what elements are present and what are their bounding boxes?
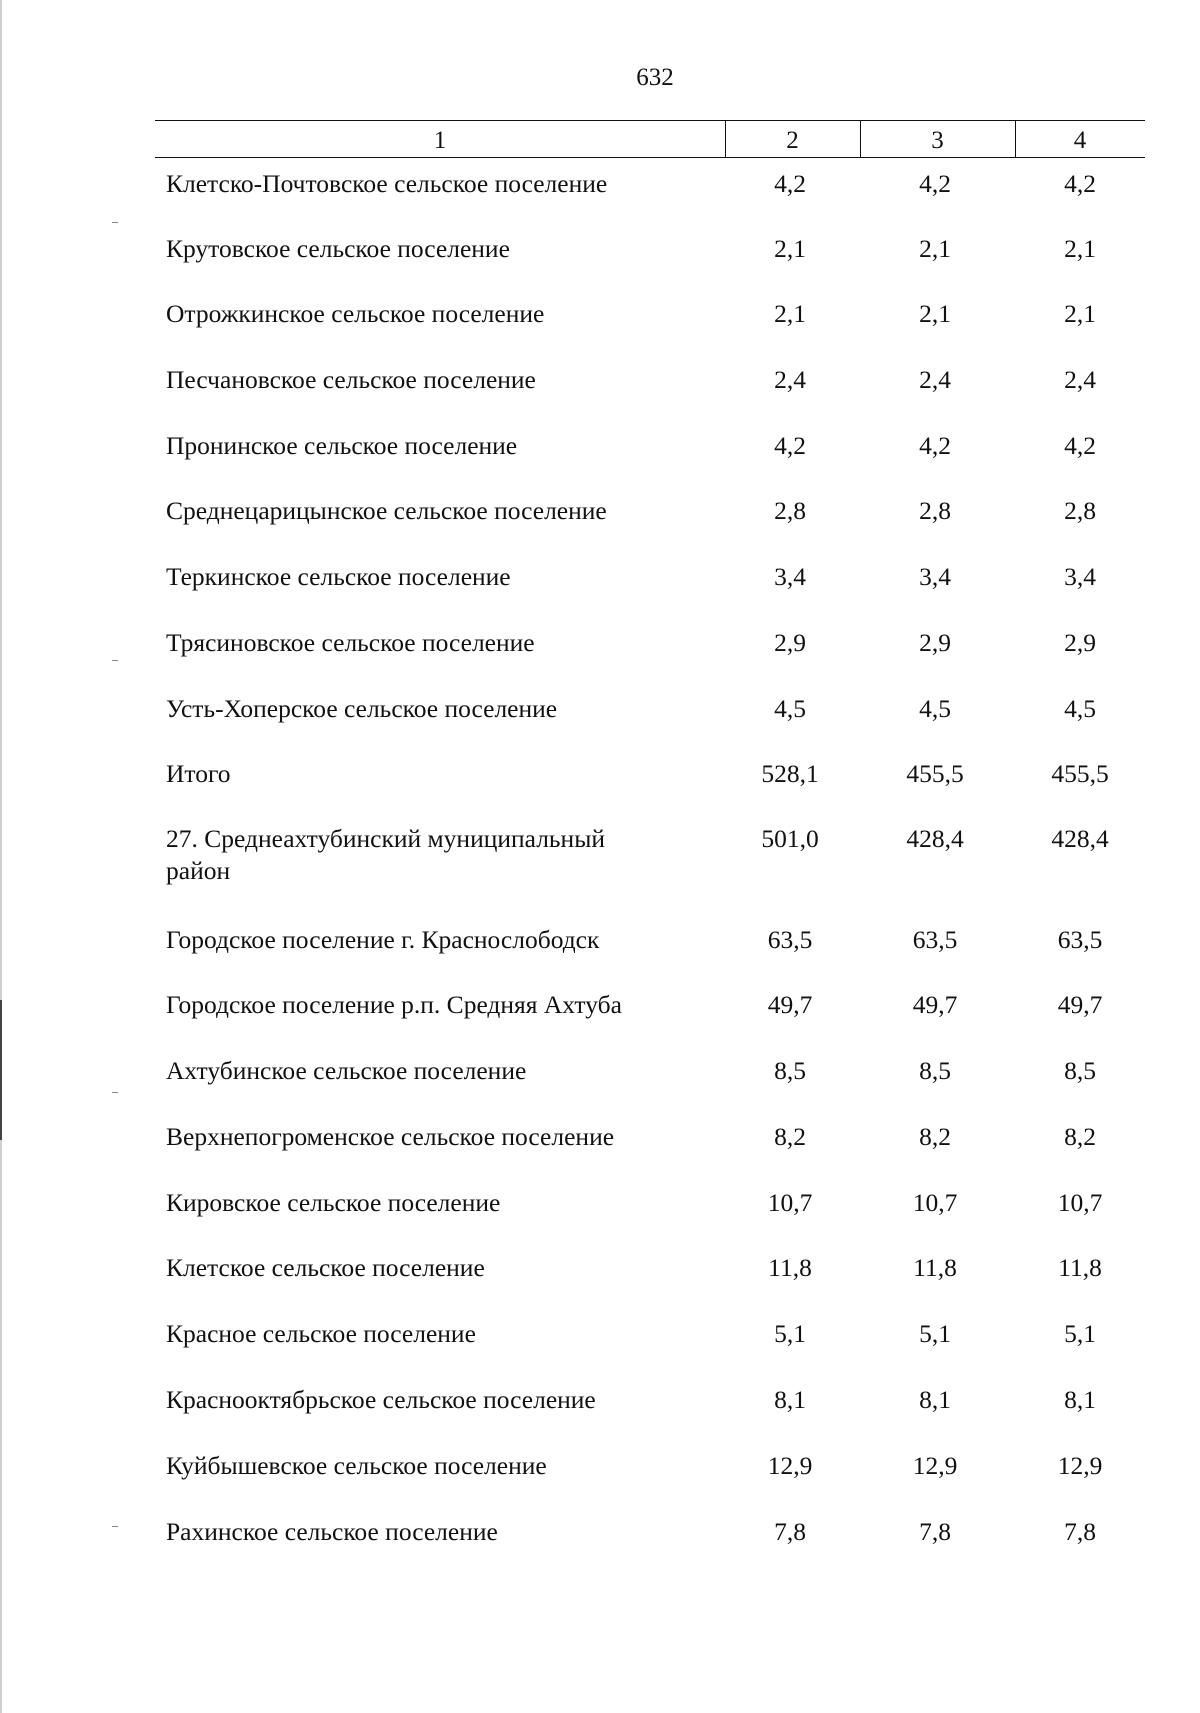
row-label: Клетское сельское поселение <box>166 1253 485 1282</box>
row-value-col-3: 5,1 <box>919 1319 951 1348</box>
row-value-col-2: 4,5 <box>774 694 806 723</box>
row-value-col-2: 8,5 <box>774 1056 806 1085</box>
row-value-col-4: 7,8 <box>1064 1517 1096 1546</box>
row-value-col-3: 455,5 <box>906 759 964 788</box>
row-label: Среднецарицынское сельское поселение <box>166 496 607 525</box>
row-label-continuation: район <box>166 856 231 885</box>
row-value-col-3: 8,1 <box>919 1385 951 1414</box>
row-value-col-3: 8,2 <box>919 1122 951 1151</box>
column-header-1: 1 <box>433 127 447 154</box>
row-value-col-4: 3,4 <box>1064 562 1096 591</box>
row-value-col-4: 2,1 <box>1064 234 1096 263</box>
row-value-col-2: 8,1 <box>774 1385 806 1414</box>
row-label: Рахинское сельское поселение <box>166 1517 498 1546</box>
row-label: Теркинское сельское поселение <box>166 562 511 591</box>
row-value-col-2: 49,7 <box>767 990 813 1019</box>
row-value-col-3: 10,7 <box>912 1188 958 1217</box>
row-value-col-4: 455,5 <box>1051 759 1109 788</box>
row-value-col-4: 5,1 <box>1064 1319 1096 1348</box>
row-value-col-3: 4,2 <box>919 169 951 198</box>
row-value-col-2: 2,8 <box>774 496 806 525</box>
row-value-col-4: 2,4 <box>1064 365 1096 394</box>
row-label: Усть-Хоперское сельское поселение <box>166 694 558 723</box>
row-value-col-2: 3,4 <box>774 562 806 591</box>
row-value-col-3: 7,8 <box>919 1517 951 1546</box>
row-value-col-3: 4,2 <box>919 431 951 460</box>
column-header-2: 2 <box>786 127 799 154</box>
row-label: Краснооктябрьское сельское поселение <box>166 1385 596 1414</box>
row-value-col-2: 63,5 <box>767 925 813 954</box>
row-value-col-3: 428,4 <box>906 824 964 853</box>
row-label: Крутовское сельское поселение <box>166 234 510 263</box>
row-value-col-3: 8,5 <box>919 1056 951 1085</box>
row-value-col-2: 12,9 <box>767 1451 813 1480</box>
scan-margin-mark <box>112 222 118 223</box>
row-value-col-2: 4,2 <box>774 169 806 198</box>
row-label: Красное сельское поселение <box>166 1319 476 1348</box>
row-value-col-4: 8,2 <box>1064 1122 1096 1151</box>
row-value-col-2: 10,7 <box>767 1188 813 1217</box>
row-value-col-2: 11,8 <box>768 1253 812 1282</box>
row-label: Клетско-Почтовское сельское поселение <box>166 169 608 198</box>
row-value-col-3: 2,4 <box>919 365 951 394</box>
row-value-col-4: 11,8 <box>1058 1253 1102 1282</box>
scan-margin-mark <box>112 1526 118 1527</box>
column-header-3: 3 <box>931 127 944 154</box>
row-value-col-2: 501,0 <box>761 824 819 853</box>
column-header-4: 4 <box>1073 127 1087 154</box>
row-value-col-4: 10,7 <box>1057 1188 1103 1217</box>
row-value-col-3: 3,4 <box>919 562 951 591</box>
row-label: Трясиновское сельское поселение <box>166 628 535 657</box>
row-value-col-2: 2,1 <box>774 234 806 263</box>
row-value-col-4: 8,5 <box>1064 1056 1096 1085</box>
row-label: 27. Среднеахтубинский муниципальный <box>166 824 605 853</box>
row-value-col-3: 11,8 <box>913 1253 957 1282</box>
row-value-col-4: 428,4 <box>1051 824 1109 853</box>
row-value-col-2: 4,2 <box>774 431 806 460</box>
row-label: Отрожкинское сельское поселение <box>166 299 545 328</box>
row-label: Городское поселение р.п. Средняя Ахтуба <box>166 990 622 1019</box>
row-value-col-4: 2,1 <box>1064 299 1096 328</box>
row-value-col-2: 5,1 <box>774 1319 806 1348</box>
row-value-col-4: 12,9 <box>1057 1451 1103 1480</box>
row-value-col-4: 49,7 <box>1057 990 1103 1019</box>
row-value-col-4: 4,5 <box>1064 694 1096 723</box>
row-value-col-3: 12,9 <box>912 1451 958 1480</box>
row-value-col-3: 63,5 <box>912 925 958 954</box>
row-value-col-3: 2,1 <box>919 299 951 328</box>
row-value-col-4: 2,9 <box>1064 628 1096 657</box>
row-value-col-4: 4,2 <box>1064 169 1096 198</box>
row-label: Пронинское сельское поселение <box>166 431 518 460</box>
scan-margin-mark <box>112 660 118 661</box>
row-value-col-2: 2,4 <box>774 365 806 394</box>
scan-edge-mark <box>0 1000 2 1140</box>
row-value-col-2: 2,1 <box>774 299 806 328</box>
row-value-col-3: 2,1 <box>919 234 951 263</box>
row-label: Итого <box>166 759 231 788</box>
scan-edge-line <box>0 0 2 1713</box>
row-value-col-4: 8,1 <box>1064 1385 1096 1414</box>
scan-margin-mark <box>112 1092 118 1093</box>
row-value-col-3: 2,8 <box>919 496 951 525</box>
row-value-col-3: 4,5 <box>919 694 951 723</box>
row-value-col-3: 2,9 <box>919 628 951 657</box>
row-label: Верхнепогроменское сельское поселение <box>166 1122 615 1151</box>
row-label: Ахтубинское сельское поселение <box>166 1056 527 1085</box>
row-value-col-2: 8,2 <box>774 1122 806 1151</box>
table-header <box>155 120 1145 158</box>
row-value-col-4: 63,5 <box>1057 925 1103 954</box>
row-label: Песчановское сельское поселение <box>166 365 536 394</box>
row-label: Кировское сельское поселение <box>166 1188 501 1217</box>
row-value-col-2: 2,9 <box>774 628 806 657</box>
row-value-col-2: 528,1 <box>761 759 819 788</box>
row-label: Куйбышевское сельское поселение <box>166 1451 547 1480</box>
row-value-col-4: 2,8 <box>1064 496 1096 525</box>
page-number: 632 <box>636 64 674 91</box>
row-value-col-2: 7,8 <box>774 1517 806 1546</box>
row-label: Городское поселение г. Краснослободск <box>166 925 600 954</box>
row-value-col-4: 4,2 <box>1064 431 1096 460</box>
row-value-col-3: 49,7 <box>912 990 958 1019</box>
